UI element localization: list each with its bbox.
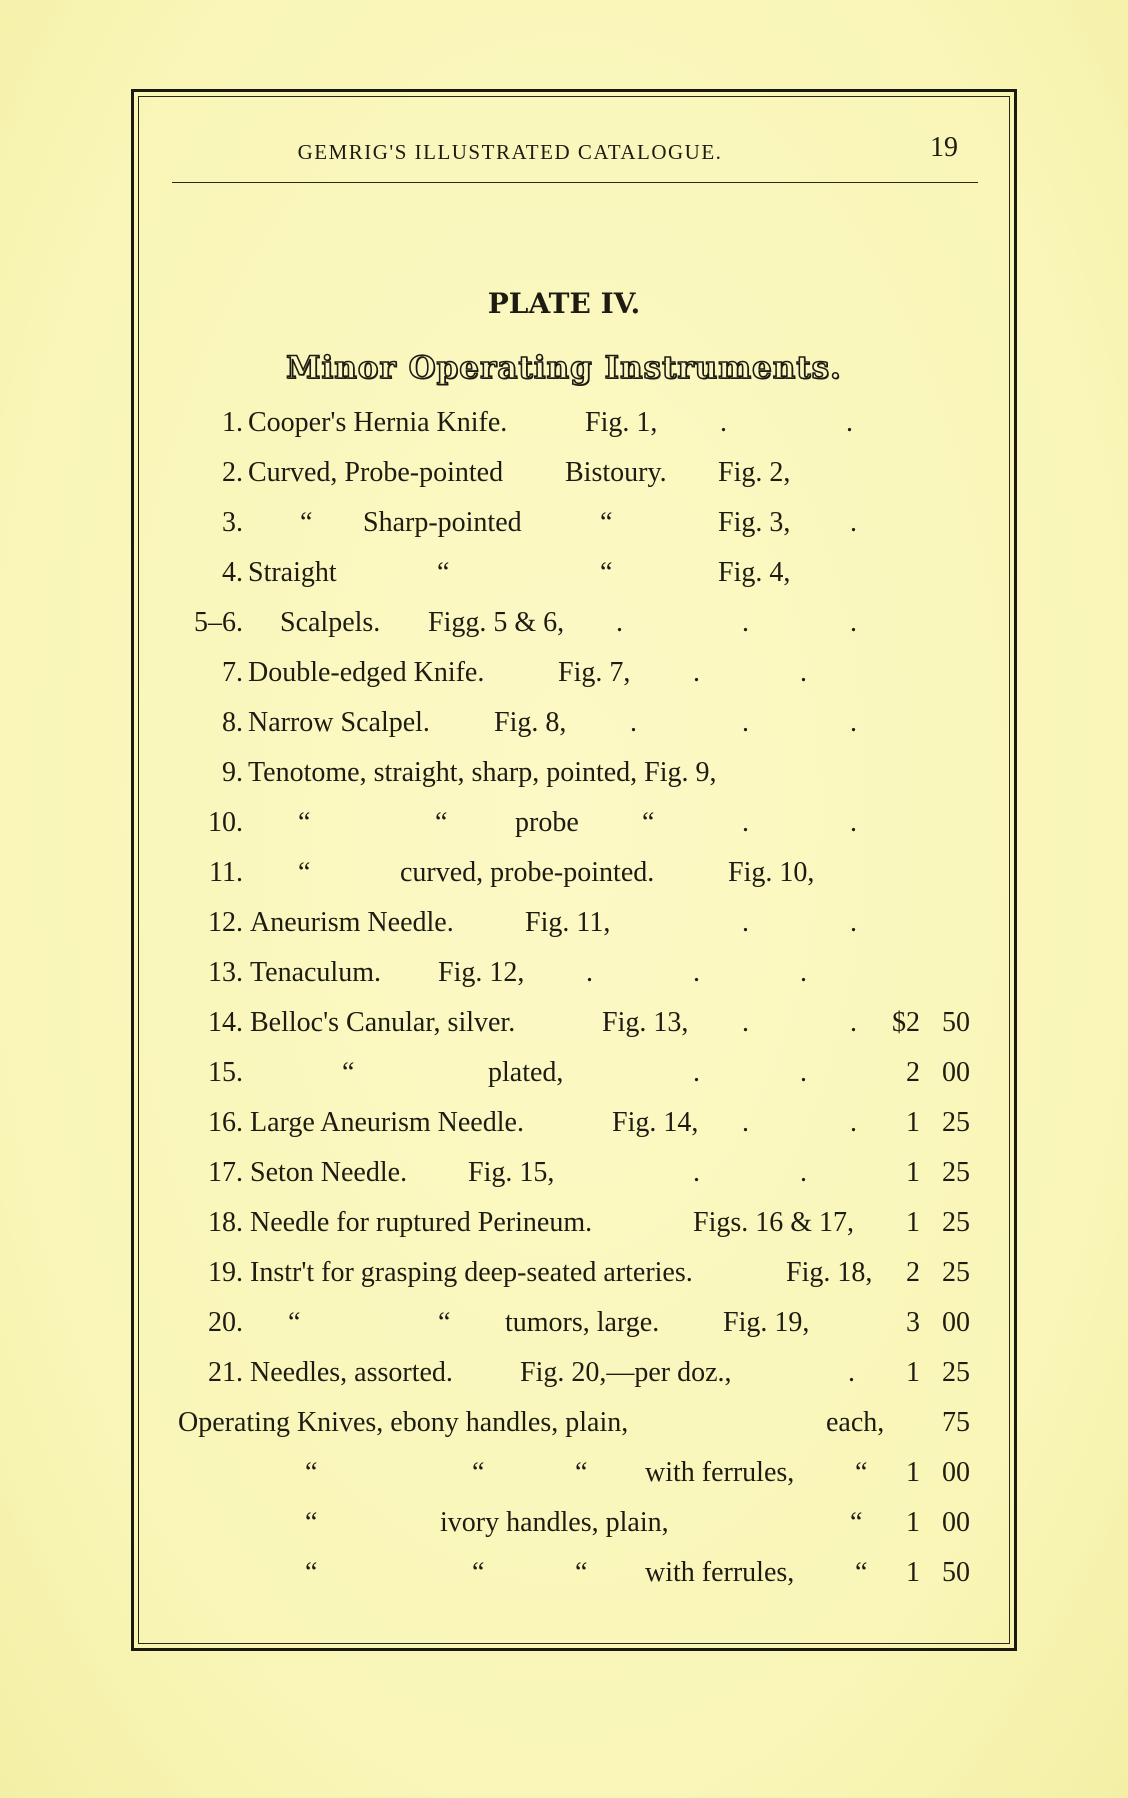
- item-text: Fig. 13,: [602, 1007, 689, 1038]
- list-item: [0, 453, 1128, 493]
- knife-text: “: [850, 1507, 863, 1538]
- item-text: “: [600, 557, 613, 588]
- item-text: .: [850, 507, 857, 538]
- item-number: 10.: [208, 807, 243, 838]
- item-text: .: [720, 407, 727, 438]
- item-text: .: [800, 957, 807, 988]
- item-text: Tenaculum.: [250, 957, 381, 988]
- price-dollars: 1: [906, 1207, 920, 1238]
- item-number: 13.: [208, 957, 243, 988]
- item-text: “: [600, 507, 613, 538]
- list-item: [0, 1053, 1128, 1093]
- item-text: Tenotome, straight, sharp, pointed, Fig. 9,: [248, 757, 717, 788]
- item-text: Fig. 3,: [718, 507, 791, 538]
- item-text: .: [693, 1157, 700, 1188]
- item-text: .: [693, 957, 700, 988]
- price-cents: 00: [942, 1457, 970, 1488]
- item-number: 16.: [208, 1107, 243, 1138]
- price-cents: 00: [942, 1307, 970, 1338]
- price-cents: 50: [942, 1007, 970, 1038]
- item-text: Large Aneurism Needle.: [250, 1107, 524, 1138]
- list-item: [0, 653, 1128, 693]
- item-text: Instr't for grasping deep-seated arteries.: [250, 1257, 693, 1288]
- item-text: “: [642, 807, 655, 838]
- list-item: [0, 1253, 1128, 1293]
- list-item: [0, 853, 1128, 893]
- item-number: 8.: [222, 707, 243, 738]
- item-text: Fig. 12,: [438, 957, 525, 988]
- item-text: .: [742, 1107, 749, 1138]
- list-item: [0, 753, 1128, 793]
- item-text: Figg. 5 & 6,: [428, 607, 565, 638]
- price-cents: 25: [942, 1357, 970, 1388]
- list-item: [0, 1003, 1128, 1043]
- item-text: .: [742, 907, 749, 938]
- item-text: .: [850, 707, 857, 738]
- item-text: Curved, Probe-pointed: [248, 457, 504, 488]
- price-dollars: 1: [906, 1357, 920, 1388]
- item-text: Fig. 7,: [558, 657, 631, 688]
- knife-text: “: [472, 1457, 485, 1488]
- knife-text: ivory handles, plain,: [440, 1507, 669, 1538]
- list-item: [0, 703, 1128, 743]
- item-text: “: [342, 1057, 355, 1088]
- item-text: .: [850, 1107, 857, 1138]
- item-text: .: [693, 1057, 700, 1088]
- knife-text: with ferrules,: [645, 1557, 795, 1588]
- item-text: Seton Needle.: [250, 1157, 408, 1188]
- item-text: .: [742, 607, 749, 638]
- item-text: Bistoury.: [565, 457, 667, 488]
- item-text: Aneurism Needle.: [250, 907, 454, 938]
- price-dollars: 1: [906, 1507, 920, 1538]
- item-number: 14.: [208, 1007, 243, 1038]
- item-number: 21.: [208, 1357, 243, 1388]
- item-text: Fig. 18,: [786, 1257, 873, 1288]
- list-item: [0, 903, 1128, 943]
- item-text: Double-edged Knife.: [248, 657, 485, 688]
- item-text: .: [742, 1007, 749, 1038]
- price-cents: 25: [942, 1107, 970, 1138]
- price-dollars: 1: [906, 1457, 920, 1488]
- section-title: Minor Operating Instruments.: [286, 350, 842, 386]
- price-dollars: 3: [906, 1307, 920, 1338]
- item-number: 1.: [222, 407, 243, 438]
- item-text: .: [586, 957, 593, 988]
- item-text: “: [300, 507, 313, 538]
- item-text: Scalpels.: [280, 607, 381, 638]
- item-text: “: [288, 1307, 301, 1338]
- item-number: 5–6.: [194, 607, 243, 638]
- item-text: probe: [515, 807, 579, 838]
- item-text: Fig. 10,: [728, 857, 815, 888]
- knife-row: [0, 1553, 1128, 1593]
- item-text: “: [435, 807, 448, 838]
- item-text: Straight: [248, 557, 337, 588]
- item-text: Fig. 14,: [612, 1107, 699, 1138]
- item-text: .: [800, 1057, 807, 1088]
- item-number: 15.: [208, 1057, 243, 1088]
- item-text: .: [616, 607, 623, 638]
- item-text: Sharp-pointed: [363, 507, 522, 538]
- item-text: “: [437, 557, 450, 588]
- page-number: 19: [930, 132, 958, 163]
- item-text: Narrow Scalpel.: [248, 707, 430, 738]
- knife-row: [0, 1503, 1128, 1543]
- item-number: 12.: [208, 907, 243, 938]
- item-text: .: [850, 607, 857, 638]
- item-text: tumors, large.: [505, 1307, 660, 1338]
- item-text: Fig. 15,: [468, 1157, 555, 1188]
- knife-row: [0, 1453, 1128, 1493]
- knife-row: [0, 1403, 1128, 1443]
- price-dollars: $2: [892, 1007, 920, 1038]
- item-number: 4.: [222, 557, 243, 588]
- price-dollars: 2: [906, 1257, 920, 1288]
- item-text: .: [693, 657, 700, 688]
- price-cents: 25: [942, 1207, 970, 1238]
- knife-text: Operating Knives, ebony handles, plain,: [178, 1407, 629, 1438]
- item-text: Needles, assorted.: [250, 1357, 453, 1388]
- item-number: 17.: [208, 1157, 243, 1188]
- list-item: [0, 953, 1128, 993]
- list-item: [0, 1353, 1128, 1393]
- list-item: [0, 503, 1128, 543]
- item-number: 18.: [208, 1207, 243, 1238]
- knife-text: each,: [826, 1407, 885, 1438]
- list-item: [0, 603, 1128, 643]
- price-dollars: 1: [906, 1557, 920, 1588]
- item-text: “: [298, 807, 311, 838]
- price-cents: 25: [942, 1257, 970, 1288]
- item-text: .: [846, 407, 853, 438]
- list-item: [0, 803, 1128, 843]
- knife-text: “: [575, 1457, 588, 1488]
- item-text: Fig. 2,: [718, 457, 791, 488]
- item-text: Fig. 11,: [525, 907, 611, 938]
- item-text: Fig. 1,: [585, 407, 658, 438]
- price-dollars: 1: [906, 1157, 920, 1188]
- price-dollars: 1: [906, 1107, 920, 1138]
- knife-text: “: [305, 1457, 318, 1488]
- price-cents: 75: [942, 1407, 970, 1438]
- item-number: 20.: [208, 1307, 243, 1338]
- item-text: Figs. 16 & 17,: [693, 1207, 855, 1238]
- item-text: .: [850, 907, 857, 938]
- list-item: [0, 1103, 1128, 1143]
- price-cents: 50: [942, 1557, 970, 1588]
- item-text: .: [850, 1007, 857, 1038]
- item-text: .: [630, 707, 637, 738]
- item-text: Needle for ruptured Perineum.: [250, 1207, 593, 1238]
- list-item: [0, 1203, 1128, 1243]
- price-dollars: 2: [906, 1057, 920, 1088]
- item-number: 11.: [209, 857, 243, 888]
- item-text: .: [742, 707, 749, 738]
- item-text: “: [438, 1307, 451, 1338]
- price-cents: 00: [942, 1507, 970, 1538]
- item-text: .: [848, 1357, 855, 1388]
- knife-text: “: [305, 1557, 318, 1588]
- item-text: .: [742, 807, 749, 838]
- plate-title: PLATE IV.: [487, 287, 641, 320]
- item-text: Cooper's Hernia Knife.: [248, 407, 508, 438]
- item-text: “: [298, 857, 311, 888]
- knife-text: “: [855, 1457, 868, 1488]
- list-item: [0, 1153, 1128, 1193]
- item-text: plated,: [488, 1057, 564, 1088]
- item-text: Fig. 19,: [723, 1307, 810, 1338]
- running-head: GEMRIG'S ILLUSTRATED CATALOGUE.: [297, 140, 723, 164]
- item-text: curved, probe-pointed.: [400, 857, 655, 888]
- list-item: [0, 403, 1128, 443]
- item-number: 19.: [208, 1257, 243, 1288]
- item-text: .: [800, 657, 807, 688]
- list-item: [0, 553, 1128, 593]
- knife-text: “: [472, 1557, 485, 1588]
- price-cents: 00: [942, 1057, 970, 1088]
- list-item: [0, 1303, 1128, 1343]
- item-number: 2.: [222, 457, 243, 488]
- item-number: 3.: [222, 507, 243, 538]
- knife-text: “: [305, 1507, 318, 1538]
- item-number: 9.: [222, 757, 243, 788]
- knife-text: “: [575, 1557, 588, 1588]
- item-text: Fig. 8,: [494, 707, 567, 738]
- knife-text: “: [855, 1557, 868, 1588]
- item-text: Belloc's Canular, silver.: [250, 1007, 516, 1038]
- knife-text: with ferrules,: [645, 1457, 795, 1488]
- item-text: .: [850, 807, 857, 838]
- item-text: Fig. 4,: [718, 557, 791, 588]
- item-text: Fig. 20,—per doz.,: [520, 1357, 732, 1388]
- item-number: 7.: [222, 657, 243, 688]
- item-text: .: [800, 1157, 807, 1188]
- price-cents: 25: [942, 1157, 970, 1188]
